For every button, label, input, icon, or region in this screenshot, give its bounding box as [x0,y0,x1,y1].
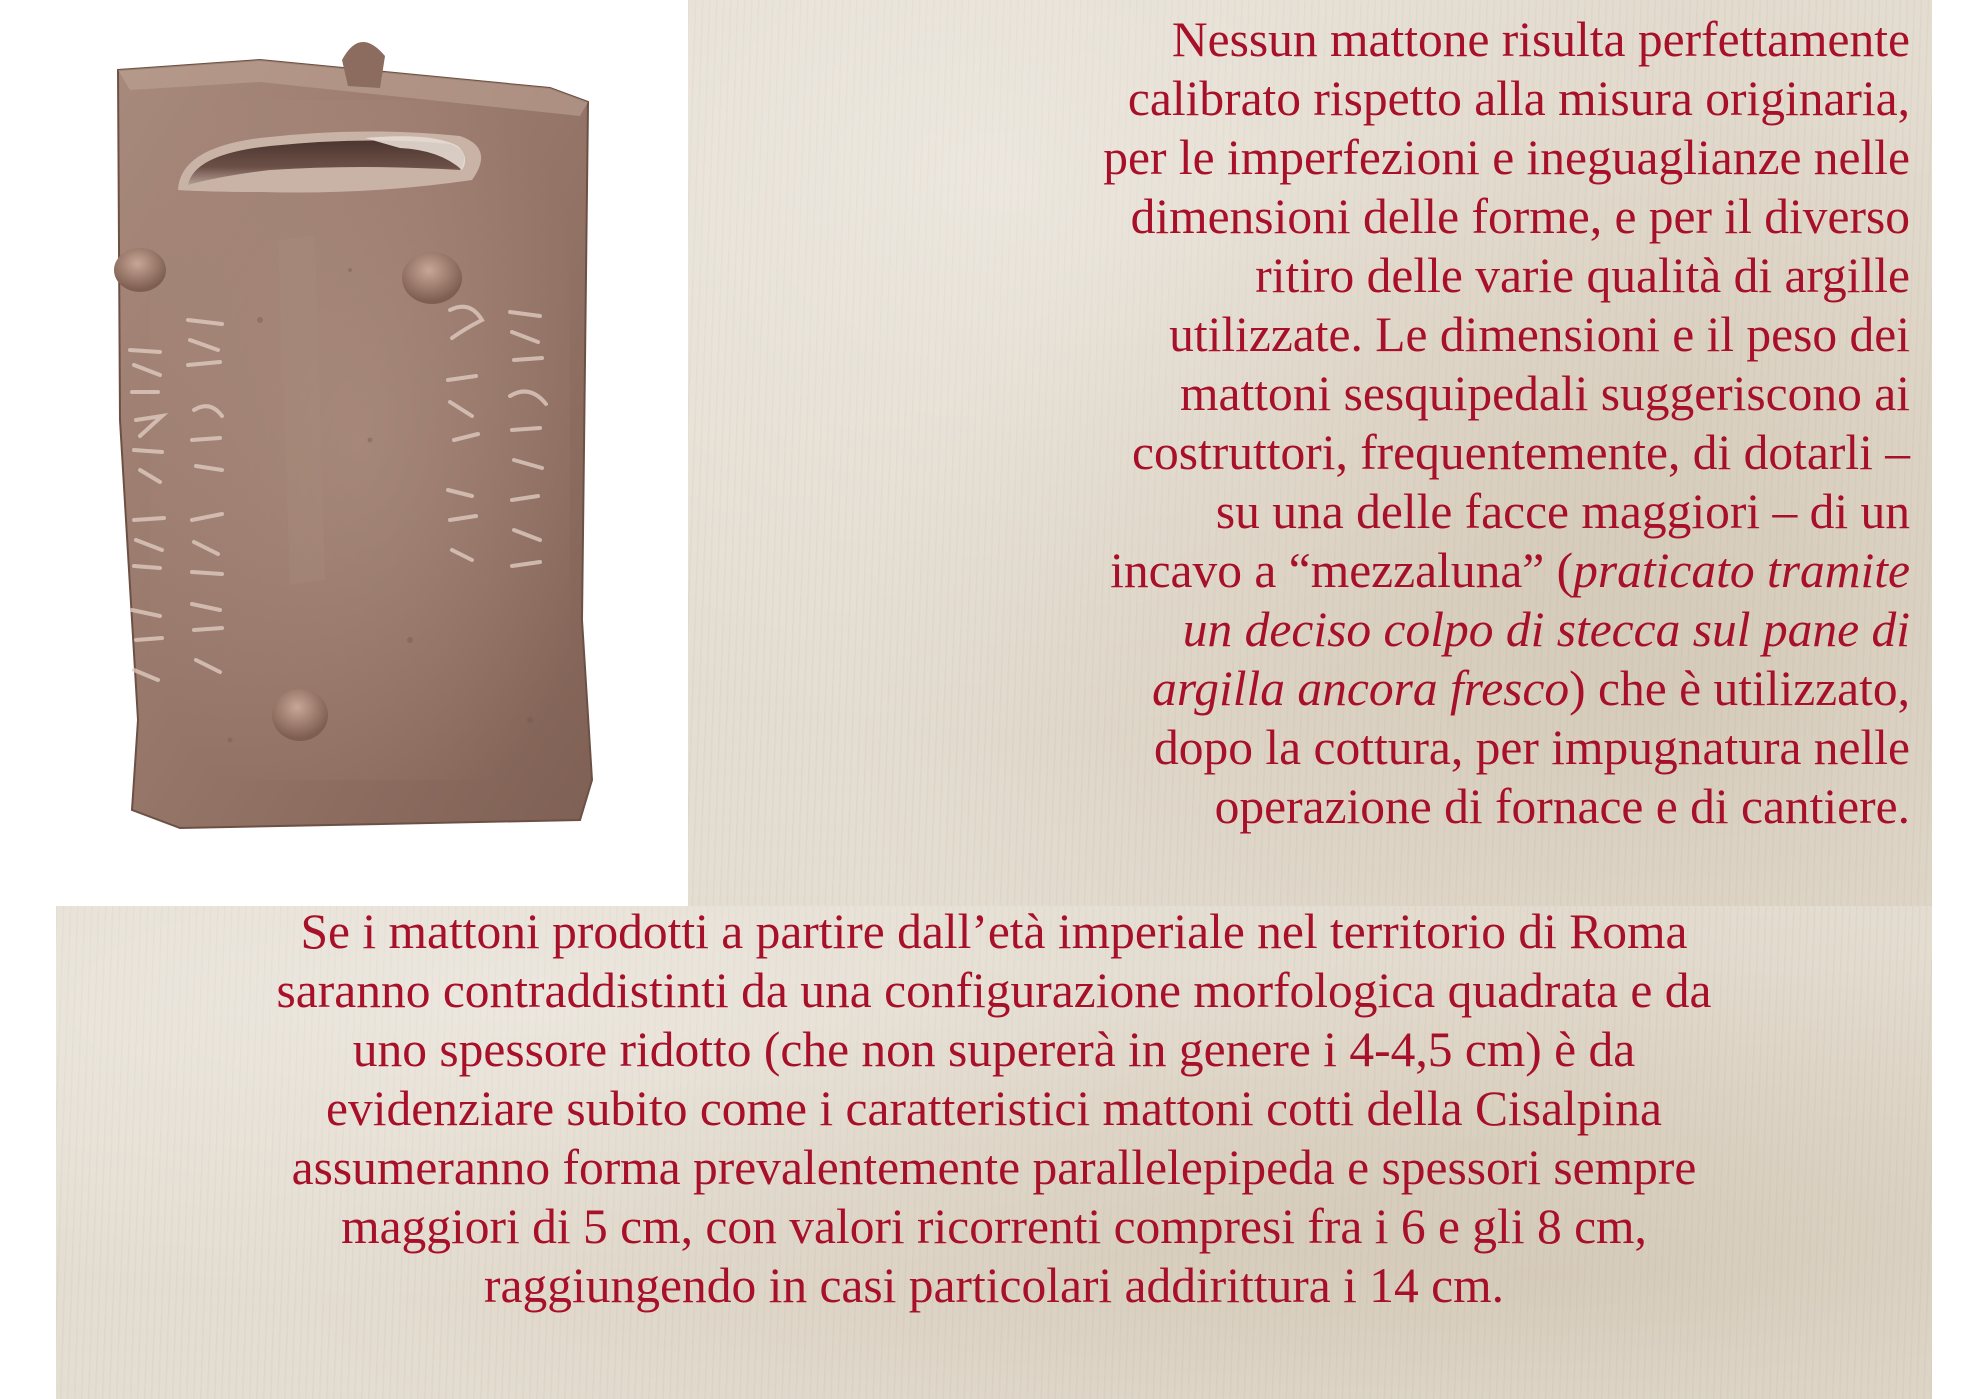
right-line-10 [880,541,1910,600]
bottom-line-5: assumeranno forma prevalentemente parallelepipeda e spessori sempre [291,1140,1697,1195]
right-line-12-italic: argilla ancora fresco [1152,661,1570,716]
right-paragraph [880,10,1910,836]
bottom-line-7: raggiungendo in casi particolari addirittura i 14 cm. [484,1258,1504,1313]
right-line-1: Nessun mattone risulta perfettamente [1171,12,1910,67]
right-line-8: costruttori, frequentemente, di dotarli – [1131,425,1910,480]
right-line-11 [880,600,1910,659]
bottom-line-1: Se i mattoni prodotti a partire dall’età imperiale nel territorio di Roma [300,904,1688,959]
right-line-3: per le imperfezioni e ineguaglianze nelle [1103,130,1910,185]
bottom-line-4: evidenziare subito come i caratteristici mattoni cotti della Cisalpina [325,1081,1663,1136]
right-line-4: dimensioni delle forme, e per il diverso [1130,189,1910,244]
right-line-10-roman: incavo a “mezzaluna” ( [1110,543,1574,598]
right-line-13: dopo la cottura, per impugnatura nelle [1154,720,1910,775]
right-line-6: utilizzate. Le dimensioni e il peso dei [1169,307,1910,362]
right-line-2: calibrato rispetto alla misura originaria, [1127,71,1910,126]
right-line-5: ritiro delle varie qualità di argille [1255,248,1910,303]
bottom-paragraph [56,902,1932,1315]
bottom-line-6: maggiori di 5 cm, con valori ricorrenti compresi fra i 6 e gli 8 cm, [341,1199,1647,1254]
bottom-line-2: saranno contraddistinti da una configurazione morfologica quadrata e da [276,963,1712,1018]
right-line-10-italic: praticato tramite [1573,543,1910,598]
right-line-9: su una delle facce maggiori – di un [1215,484,1910,539]
right-line-12-roman: ) che è utilizzato, [1569,661,1910,716]
right-line-12 [880,659,1910,718]
right-line-11-italic: un deciso colpo di stecca sul pane di [1182,602,1910,657]
right-line-14: operazione di fornace e di cantiere. [1214,779,1910,834]
inscribed-brick-photo [110,20,630,830]
bottom-line-3: uno spessore ridotto (che non supererà in genere i 4-4,5 cm) è da [352,1022,1636,1077]
right-line-7: mattoni sesquipedali suggeriscono ai [1180,366,1910,421]
